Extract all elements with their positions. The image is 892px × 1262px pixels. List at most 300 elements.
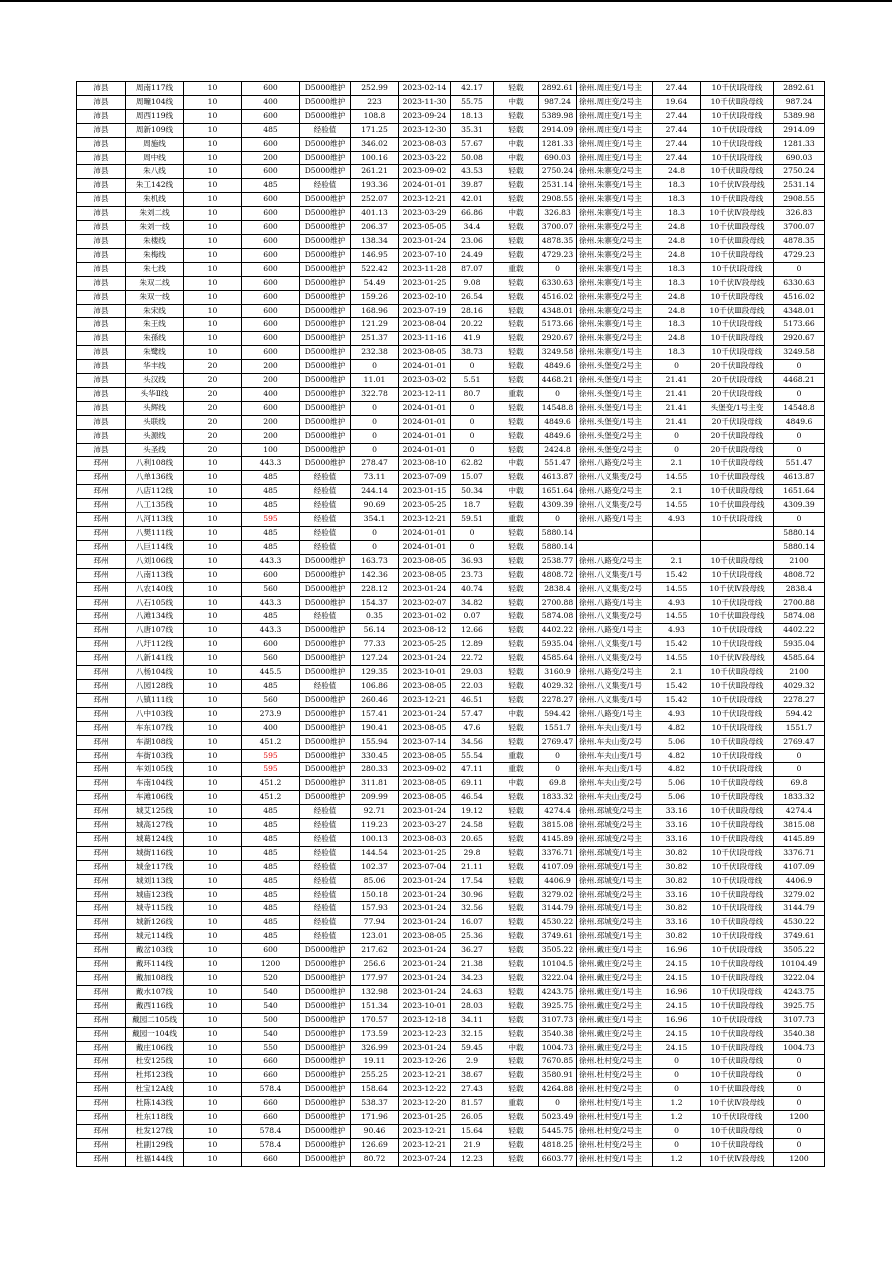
cell-bus-section: 10千伏Ⅰ段母线: [701, 944, 774, 958]
cell-data-source: 经验值: [300, 179, 351, 193]
cell-bus-section: [701, 540, 774, 554]
cell-load-rate: 47.6: [451, 721, 494, 735]
cell-open-capacity: 0: [774, 262, 825, 276]
cell-load-rate: 15.64: [451, 1124, 494, 1138]
cell-open-capacity: 1833.32: [774, 791, 825, 805]
cell-available-capacity: 5874.08: [539, 610, 577, 624]
cell-load-status: 轻载: [494, 930, 539, 944]
cell-data-source: 经验值: [300, 860, 351, 874]
cell-rated-capacity: 1200: [242, 958, 300, 972]
cell-load-status: 重载: [494, 1097, 539, 1111]
cell-available-capacity: 1004.73: [539, 1041, 577, 1055]
cell-max-load-date: 2023-07-24: [399, 1152, 451, 1166]
cell-transformer-load: 5.06: [653, 735, 701, 749]
cell-voltage-kv: 10: [184, 1083, 242, 1097]
cell-county: 邳州: [77, 999, 126, 1013]
cell-data-source: D5000维护: [300, 82, 351, 96]
cell-transformer-load: 0: [653, 429, 701, 443]
cell-open-capacity: 3540.38: [774, 1027, 825, 1041]
cell-rated-capacity: 400: [242, 95, 300, 109]
cell-rated-capacity: 600: [242, 304, 300, 318]
cell-transformer-load: 14.55: [653, 471, 701, 485]
cell-data-source: D5000维护: [300, 1111, 351, 1125]
cell-line-name: 杜发127线: [126, 1124, 184, 1138]
cell-available-capacity: 4849.6: [539, 429, 577, 443]
cell-main-transformer: 徐州.朱寨变/1号主: [577, 318, 653, 332]
table-row: [77, 346, 825, 360]
cell-max-load: 0: [351, 415, 399, 429]
cell-load-rate: 57.67: [451, 137, 494, 151]
cell-line-name: 朱七线: [126, 262, 184, 276]
cell-line-name: 周疃104线: [126, 95, 184, 109]
cell-data-source: 经验值: [300, 610, 351, 624]
cell-transformer-load: 27.44: [653, 137, 701, 151]
cell-max-load-date: 2023-12-20: [399, 1097, 451, 1111]
cell-open-capacity: 4585.64: [774, 652, 825, 666]
cell-open-capacity: 3107.73: [774, 1013, 825, 1027]
cell-county: 邳州: [77, 652, 126, 666]
cell-rated-capacity: 500: [242, 1013, 300, 1027]
cell-data-source: D5000维护: [300, 193, 351, 207]
cell-available-capacity: 4309.39: [539, 499, 577, 513]
cell-transformer-load: 27.44: [653, 123, 701, 137]
cell-line-name: 城艾125线: [126, 805, 184, 819]
cell-county: 沛县: [77, 318, 126, 332]
cell-main-transformer: 徐州.头堡变/2号主: [577, 360, 653, 374]
cell-line-name: 杜福144线: [126, 1152, 184, 1166]
cell-line-name: 朱双一线: [126, 290, 184, 304]
cell-transformer-load: 0: [653, 360, 701, 374]
cell-load-status: 轻载: [494, 499, 539, 513]
cell-open-capacity: 2769.47: [774, 735, 825, 749]
cell-max-load-date: 2023-01-24: [399, 707, 451, 721]
cell-voltage-kv: 10: [184, 777, 242, 791]
cell-line-name: 八单136线: [126, 471, 184, 485]
cell-county: 沛县: [77, 304, 126, 318]
table-row: [77, 443, 825, 457]
table-row: [77, 1138, 825, 1152]
cell-line-name: 朱机线: [126, 193, 184, 207]
cell-line-name: 杜副129线: [126, 1138, 184, 1152]
cell-voltage-kv: 20: [184, 360, 242, 374]
cell-available-capacity: 4849.6: [539, 360, 577, 374]
cell-transformer-load: 0: [653, 1055, 701, 1069]
cell-load-status: 轻载: [494, 1013, 539, 1027]
cell-data-source: D5000维护: [300, 429, 351, 443]
cell-max-load: 90.69: [351, 499, 399, 513]
cell-data-source: D5000维护: [300, 985, 351, 999]
cell-load-status: 中载: [494, 707, 539, 721]
cell-load-status: 轻载: [494, 610, 539, 624]
cell-open-capacity: 5880.14: [774, 540, 825, 554]
cell-max-load: 19.11: [351, 1055, 399, 1069]
table-row: [77, 624, 825, 638]
cell-load-status: 轻载: [494, 888, 539, 902]
cell-max-load: 0: [351, 401, 399, 415]
cell-data-source: D5000维护: [300, 582, 351, 596]
cell-county: 邳州: [77, 819, 126, 833]
cell-line-name: 车刘105线: [126, 763, 184, 777]
cell-line-name: 杜宝12A线: [126, 1083, 184, 1097]
cell-available-capacity: 3505.22: [539, 944, 577, 958]
cell-main-transformer: 徐州.周庄变/1号主: [577, 137, 653, 151]
table-row: [77, 513, 825, 527]
cell-max-load-date: 2023-08-03: [399, 137, 451, 151]
cell-data-source: D5000维护: [300, 374, 351, 388]
cell-load-rate: 66.86: [451, 207, 494, 221]
cell-available-capacity: 4530.22: [539, 916, 577, 930]
table-row: [77, 568, 825, 582]
table-row: [77, 1069, 825, 1083]
cell-data-source: D5000维护: [300, 1013, 351, 1027]
cell-line-name: 八河113线: [126, 513, 184, 527]
cell-line-name: 车滩106线: [126, 791, 184, 805]
cell-bus-section: 10千伏Ⅰ段母线: [701, 930, 774, 944]
cell-line-name: 城街116线: [126, 846, 184, 860]
cell-load-rate: 5.51: [451, 374, 494, 388]
cell-data-source: D5000维护: [300, 958, 351, 972]
cell-available-capacity: 69.8: [539, 777, 577, 791]
cell-rated-capacity: 600: [242, 221, 300, 235]
cell-max-load-date: 2024-01-01: [399, 415, 451, 429]
cell-max-load-date: 2023-08-05: [399, 930, 451, 944]
cell-max-load: 132.98: [351, 985, 399, 999]
cell-bus-section: 10千伏Ⅱ段母线: [701, 777, 774, 791]
cell-load-rate: 34.11: [451, 1013, 494, 1027]
table-row: [77, 819, 825, 833]
cell-bus-section: 10千伏Ⅰ段母线: [701, 721, 774, 735]
cell-county: 邳州: [77, 860, 126, 874]
cell-line-name: 戴庄106线: [126, 1041, 184, 1055]
cell-main-transformer: 徐州.八路变/2号主: [577, 666, 653, 680]
cell-bus-section: 10千伏Ⅱ段母线: [701, 819, 774, 833]
cell-main-transformer: 徐州.八义集变/1号: [577, 693, 653, 707]
cell-max-load-date: 2023-03-27: [399, 819, 451, 833]
cell-load-rate: 43.53: [451, 165, 494, 179]
cell-open-capacity: 2100: [774, 554, 825, 568]
table-row: [77, 832, 825, 846]
cell-line-name: 城金117线: [126, 860, 184, 874]
cell-line-name: 八刘106线: [126, 554, 184, 568]
cell-available-capacity: 594.42: [539, 707, 577, 721]
cell-transformer-load: 4.93: [653, 513, 701, 527]
cell-bus-section: 10千伏Ⅱ段母线: [701, 457, 774, 471]
cell-rated-capacity: 540: [242, 1027, 300, 1041]
cell-bus-section: 10千伏Ⅱ段母线: [701, 972, 774, 986]
cell-bus-section: 10千伏Ⅰ段母线: [701, 1111, 774, 1125]
cell-available-capacity: 690.03: [539, 151, 577, 165]
table-row: [77, 304, 825, 318]
cell-load-rate: 55.75: [451, 95, 494, 109]
cell-county: 邳州: [77, 888, 126, 902]
cell-line-name: 戴岔103线: [126, 944, 184, 958]
cell-rated-capacity: 485: [242, 123, 300, 137]
cell-load-status: 轻载: [494, 735, 539, 749]
cell-max-load: 123.01: [351, 930, 399, 944]
cell-max-load-date: 2023-12-30: [399, 123, 451, 137]
cell-load-rate: 36.27: [451, 944, 494, 958]
cell-main-transformer: 徐州.车夫山变/2号: [577, 777, 653, 791]
cell-open-capacity: 14548.8: [774, 401, 825, 415]
cell-rated-capacity: 485: [242, 179, 300, 193]
cell-rated-capacity: 560: [242, 652, 300, 666]
cell-data-source: 经验值: [300, 540, 351, 554]
cell-data-source: D5000维护: [300, 735, 351, 749]
cell-county: 邳州: [77, 972, 126, 986]
cell-max-load-date: 2023-11-28: [399, 262, 451, 276]
cell-load-rate: 12.89: [451, 638, 494, 652]
cell-open-capacity: 0: [774, 1124, 825, 1138]
cell-bus-section: 10千伏Ⅲ段母线: [701, 234, 774, 248]
table-row: [77, 401, 825, 415]
cell-max-load-date: 2023-01-25: [399, 1111, 451, 1125]
cell-max-load: 56.14: [351, 624, 399, 638]
cell-open-capacity: 4406.9: [774, 874, 825, 888]
cell-county: 邳州: [77, 610, 126, 624]
cell-load-status: 轻载: [494, 860, 539, 874]
cell-data-source: D5000维护: [300, 721, 351, 735]
cell-rated-capacity: 400: [242, 387, 300, 401]
cell-load-rate: 34.56: [451, 735, 494, 749]
table-row: [77, 958, 825, 972]
cell-line-name: 戴环114线: [126, 958, 184, 972]
cell-load-rate: 50.34: [451, 485, 494, 499]
cell-rated-capacity: 550: [242, 1041, 300, 1055]
cell-transformer-load: 1.2: [653, 1111, 701, 1125]
cell-open-capacity: 4348.01: [774, 304, 825, 318]
cell-county: 沛县: [77, 360, 126, 374]
cell-data-source: 经验值: [300, 471, 351, 485]
cell-max-load-date: 2023-01-24: [399, 805, 451, 819]
table-row: [77, 1055, 825, 1069]
cell-line-name: 朱宋线: [126, 304, 184, 318]
cell-max-load: 150.18: [351, 888, 399, 902]
cell-county: 沛县: [77, 95, 126, 109]
cell-max-load-date: 2024-01-01: [399, 360, 451, 374]
cell-voltage-kv: 10: [184, 568, 242, 582]
cell-load-rate: 55.54: [451, 749, 494, 763]
cell-county: 邳州: [77, 596, 126, 610]
cell-voltage-kv: 10: [184, 860, 242, 874]
cell-county: 沛县: [77, 151, 126, 165]
cell-voltage-kv: 10: [184, 582, 242, 596]
cell-load-rate: 87.07: [451, 262, 494, 276]
cell-county: 邳州: [77, 916, 126, 930]
cell-available-capacity: 1281.33: [539, 137, 577, 151]
cell-bus-section: 10千伏Ⅰ段母线: [701, 846, 774, 860]
table-row: [77, 137, 825, 151]
cell-max-load-date: 2023-08-05: [399, 346, 451, 360]
cell-transformer-load: 4.93: [653, 707, 701, 721]
cell-voltage-kv: 10: [184, 95, 242, 109]
cell-rated-capacity: 451.2: [242, 791, 300, 805]
cell-bus-section: 10千伏Ⅱ段母线: [701, 1027, 774, 1041]
cell-transformer-load: 16.96: [653, 985, 701, 999]
cell-voltage-kv: 20: [184, 374, 242, 388]
cell-load-rate: 29.03: [451, 666, 494, 680]
cell-data-source: D5000维护: [300, 1083, 351, 1097]
cell-data-source: 经验值: [300, 805, 351, 819]
cell-load-status: 中载: [494, 207, 539, 221]
cell-max-load-date: 2023-08-05: [399, 749, 451, 763]
cell-max-load: 126.69: [351, 1138, 399, 1152]
cell-load-status: 轻载: [494, 596, 539, 610]
cell-voltage-kv: 10: [184, 638, 242, 652]
cell-county: 邳州: [77, 582, 126, 596]
cell-load-status: 轻载: [494, 916, 539, 930]
cell-county: 邳州: [77, 527, 126, 541]
cell-bus-section: 10千伏Ⅱ段母线: [701, 485, 774, 499]
cell-available-capacity: 2424.8: [539, 443, 577, 457]
cell-county: 沛县: [77, 374, 126, 388]
cell-voltage-kv: 10: [184, 1027, 242, 1041]
cell-max-load: 0.35: [351, 610, 399, 624]
cell-data-source: D5000维护: [300, 165, 351, 179]
cell-available-capacity: 5880.14: [539, 527, 577, 541]
cell-line-name: 周新109线: [126, 123, 184, 137]
cell-voltage-kv: 20: [184, 429, 242, 443]
cell-rated-capacity: 485: [242, 540, 300, 554]
cell-max-load: 171.25: [351, 123, 399, 137]
cell-available-capacity: 4029.32: [539, 679, 577, 693]
cell-max-load: 121.29: [351, 318, 399, 332]
table-row: [77, 596, 825, 610]
cell-load-status: 轻载: [494, 1152, 539, 1166]
cell-transformer-load: 33.16: [653, 832, 701, 846]
table-row: [77, 916, 825, 930]
cell-transformer-load: 27.44: [653, 151, 701, 165]
table-row: [77, 221, 825, 235]
cell-main-transformer: 徐州.八义集变/2号: [577, 582, 653, 596]
cell-county: 邳州: [77, 568, 126, 582]
cell-load-rate: 34.23: [451, 972, 494, 986]
cell-max-load-date: 2024-01-01: [399, 527, 451, 541]
cell-transformer-load: [653, 540, 701, 554]
cell-max-load-date: 2023-08-05: [399, 679, 451, 693]
cell-transformer-load: 19.64: [653, 95, 701, 109]
cell-line-name: 周中线: [126, 151, 184, 165]
cell-open-capacity: 4516.02: [774, 290, 825, 304]
cell-county: 邳州: [77, 666, 126, 680]
cell-voltage-kv: 10: [184, 137, 242, 151]
cell-rated-capacity: 485: [242, 819, 300, 833]
cell-voltage-kv: 10: [184, 304, 242, 318]
cell-load-rate: 26.05: [451, 1111, 494, 1125]
cell-voltage-kv: 10: [184, 666, 242, 680]
cell-available-capacity: 3279.02: [539, 888, 577, 902]
cell-line-name: 城寺115线: [126, 902, 184, 916]
cell-data-source: D5000维护: [300, 707, 351, 721]
cell-open-capacity: 3505.22: [774, 944, 825, 958]
cell-transformer-load: 2.1: [653, 666, 701, 680]
cell-max-load: 80.72: [351, 1152, 399, 1166]
cell-max-load: 311.81: [351, 777, 399, 791]
cell-transformer-load: 15.42: [653, 568, 701, 582]
cell-load-status: 轻载: [494, 791, 539, 805]
cell-data-source: 经验值: [300, 888, 351, 902]
cell-rated-capacity: 485: [242, 874, 300, 888]
cell-open-capacity: 3279.02: [774, 888, 825, 902]
cell-transformer-load: 24.15: [653, 999, 701, 1013]
cell-bus-section: 10千伏Ⅰ段母线: [701, 693, 774, 707]
cell-county: 邳州: [77, 1138, 126, 1152]
cell-bus-section: 10千伏Ⅰ段母线: [701, 346, 774, 360]
cell-max-load: 85.06: [351, 874, 399, 888]
cell-max-load: 0: [351, 527, 399, 541]
cell-transformer-load: 0: [653, 1083, 701, 1097]
cell-available-capacity: 0: [539, 763, 577, 777]
cell-voltage-kv: 10: [184, 916, 242, 930]
cell-main-transformer: 徐州.车夫山变/2号: [577, 735, 653, 749]
cell-county: 邳州: [77, 1027, 126, 1041]
cell-max-load: 54.49: [351, 276, 399, 290]
cell-max-load-date: 2024-01-01: [399, 443, 451, 457]
cell-bus-section: 10千伏Ⅱ段母线: [701, 679, 774, 693]
cell-max-load: 154.37: [351, 596, 399, 610]
cell-county: 邳州: [77, 1069, 126, 1083]
cell-data-source: D5000维护: [300, 304, 351, 318]
cell-max-load-date: 2023-02-10: [399, 290, 451, 304]
cell-open-capacity: 5880.14: [774, 527, 825, 541]
cell-max-load: 146.95: [351, 248, 399, 262]
cell-voltage-kv: 10: [184, 290, 242, 304]
cell-voltage-kv: 10: [184, 763, 242, 777]
cell-line-name: 八南113线: [126, 568, 184, 582]
cell-rated-capacity: 445.5: [242, 666, 300, 680]
cell-main-transformer: 徐州.杜村变/1号主: [577, 1152, 653, 1166]
cell-voltage-kv: 10: [184, 944, 242, 958]
cell-load-rate: 28.16: [451, 304, 494, 318]
cell-line-name: 头辉线: [126, 401, 184, 415]
cell-voltage-kv: 10: [184, 1138, 242, 1152]
cell-max-load: 77.33: [351, 638, 399, 652]
cell-voltage-kv: 10: [184, 610, 242, 624]
cell-bus-section: 10千伏Ⅳ段母线: [701, 207, 774, 221]
table-row: [77, 262, 825, 276]
cell-load-rate: 50.08: [451, 151, 494, 165]
table-row: [77, 387, 825, 401]
cell-line-name: 头汉线: [126, 374, 184, 388]
cell-data-source: 经验值: [300, 832, 351, 846]
cell-transformer-load: 24.8: [653, 221, 701, 235]
cell-rated-capacity: 600: [242, 234, 300, 248]
cell-main-transformer: 徐州.八路变/1号主: [577, 707, 653, 721]
table-row: [77, 707, 825, 721]
cell-county: 邳州: [77, 679, 126, 693]
cell-line-name: 杜东118线: [126, 1111, 184, 1125]
cell-open-capacity: 2100: [774, 666, 825, 680]
cell-load-status: 轻载: [494, 443, 539, 457]
cell-data-source: D5000维护: [300, 290, 351, 304]
cell-data-source: D5000维护: [300, 457, 351, 471]
cell-county: 邳州: [77, 902, 126, 916]
cell-load-rate: 34.4: [451, 221, 494, 235]
cell-bus-section: 20千伏Ⅱ段母线: [701, 429, 774, 443]
cell-data-source: 经验值: [300, 679, 351, 693]
cell-voltage-kv: 20: [184, 443, 242, 457]
cell-voltage-kv: 10: [184, 652, 242, 666]
cell-load-rate: 0: [451, 415, 494, 429]
cell-load-status: 轻载: [494, 374, 539, 388]
table-row: [77, 860, 825, 874]
cell-open-capacity: 3700.07: [774, 221, 825, 235]
cell-available-capacity: 3540.38: [539, 1027, 577, 1041]
cell-max-load-date: 2023-02-07: [399, 596, 451, 610]
cell-voltage-kv: 10: [184, 485, 242, 499]
table-row: [77, 429, 825, 443]
cell-voltage-kv: 10: [184, 554, 242, 568]
cell-voltage-kv: 10: [184, 888, 242, 902]
